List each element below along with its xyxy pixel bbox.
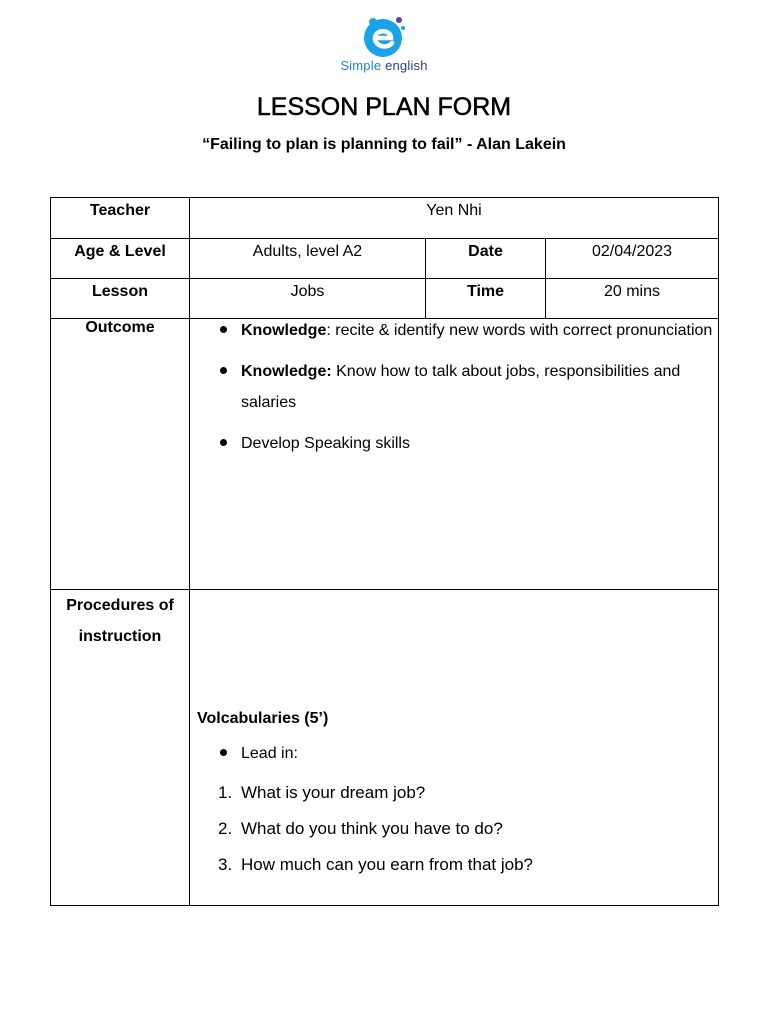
time-label: Time	[426, 279, 546, 319]
spacer	[190, 346, 718, 356]
bullet-icon	[220, 367, 227, 374]
outcome-item: Knowledge: Know how to talk about jobs, responsibilities and salaries	[190, 356, 718, 418]
question-item: 1. What is your dream job?	[218, 783, 426, 802]
outcome-row	[51, 319, 719, 590]
bullet-icon	[220, 439, 227, 446]
lead-in-item: Lead in:	[190, 738, 718, 769]
time-value: 20 mins	[546, 279, 719, 319]
question-item: 3. How much can you earn from that job?	[218, 855, 533, 874]
lesson-row	[51, 279, 719, 319]
quote: “Failing to plan is planning to fail” - Alan Lakein	[202, 136, 566, 153]
question-item: 2. What do you think you have to do?	[218, 819, 503, 838]
procedures-content	[190, 590, 719, 906]
simple-english-logo-icon	[361, 14, 407, 58]
date-value: 02/04/2023	[546, 239, 719, 279]
age-level-value: Adults, level A2	[190, 239, 426, 279]
bullet-icon	[220, 749, 227, 756]
spacer	[190, 418, 718, 428]
lesson-plan-table	[50, 197, 719, 906]
procedures-row	[51, 590, 719, 906]
teacher-row	[51, 198, 719, 239]
date-label: Date	[426, 239, 546, 279]
outcome-item: Develop Speaking skills	[190, 428, 718, 459]
outcome-item: Knowledge: recite & identify new words with correct pronunciation	[190, 315, 718, 346]
brand-name: Simple english	[340, 58, 428, 73]
page-title: LESSON PLAN FORM	[256, 93, 512, 121]
lesson-value: Jobs	[190, 279, 426, 319]
outcome-content	[190, 319, 719, 590]
teacher-label: Teacher	[51, 198, 190, 239]
teacher-value: Yen Nhi	[190, 198, 719, 239]
outcome-label: Outcome	[51, 319, 190, 590]
procedures-label: Procedures of instruction	[51, 590, 190, 906]
bullet-icon	[220, 326, 227, 333]
lesson-label: Lesson	[51, 279, 190, 319]
age-level-row	[51, 239, 719, 279]
logo	[0, 14, 768, 73]
age-level-label: Age & Level	[51, 239, 190, 279]
procedures-title: Volcabularies (5’)	[197, 710, 329, 727]
